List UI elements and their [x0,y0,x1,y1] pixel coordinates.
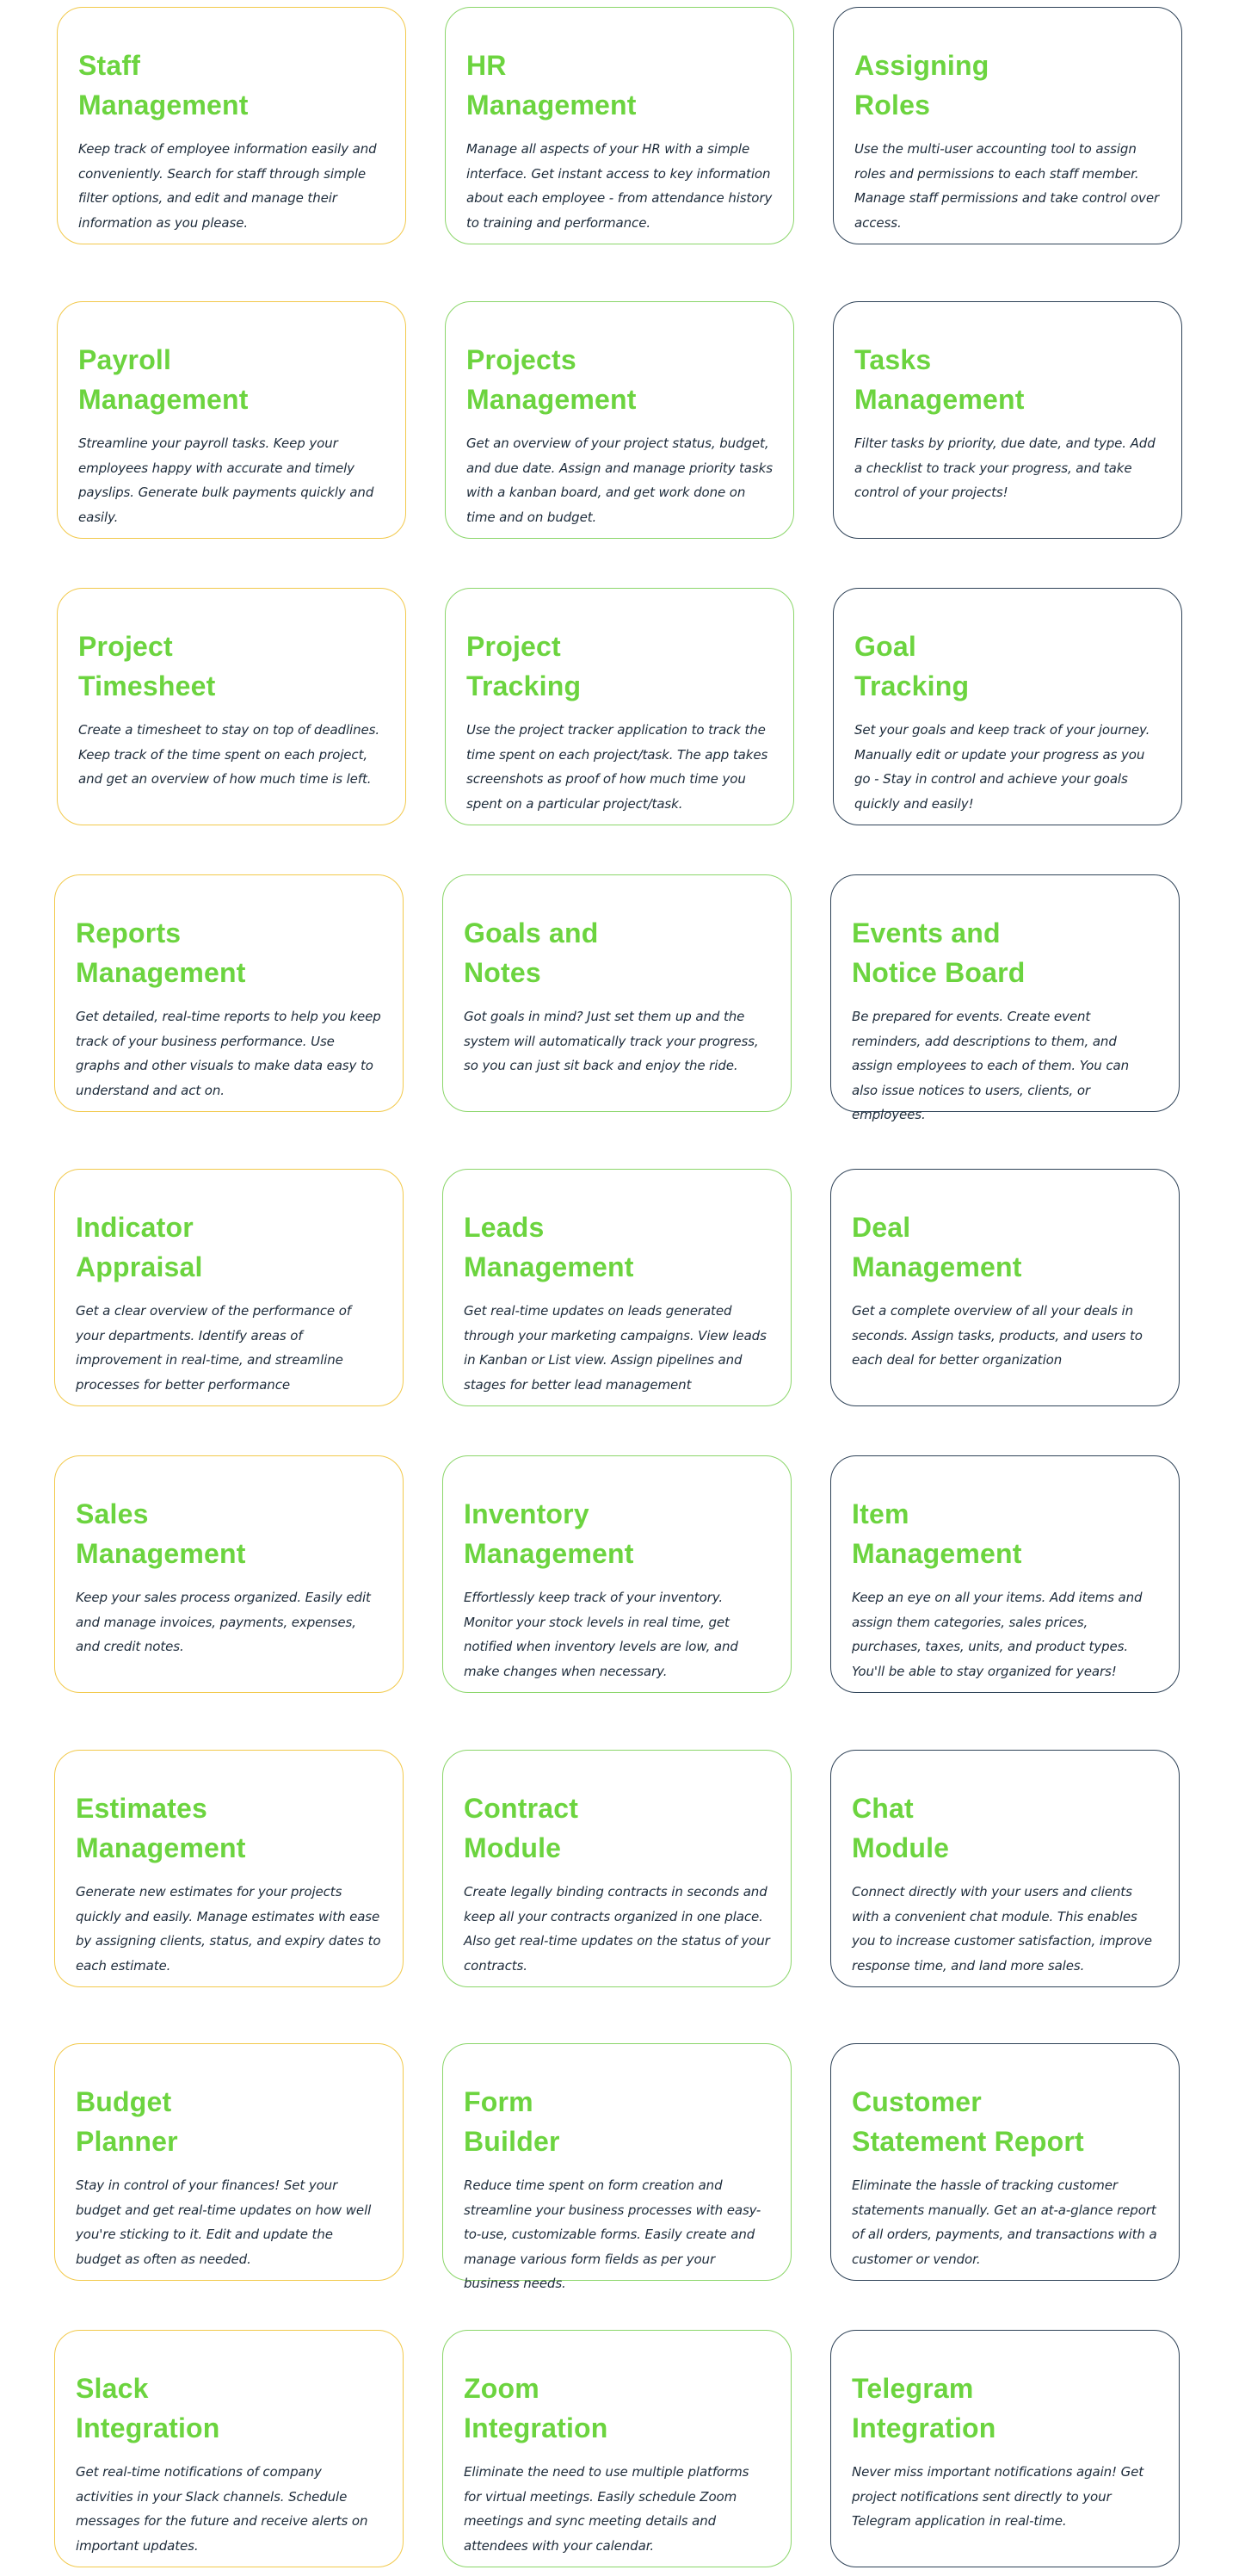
card-title: Goal Tracking [854,631,970,701]
card-description: Get detailed, real-time reports to help you keep track of your business performance. Use graphs and other visuals to make data easy to understand and act on. [76,1009,381,1098]
feature-card-sales-management[interactable] [54,1455,404,1693]
feature-card-customer-statement-report[interactable] [830,2043,1180,2281]
feature-card-tasks-management[interactable] [833,301,1182,539]
feature-card-deal-management[interactable] [830,1169,1180,1406]
card-title: Inventory Management [464,1498,634,1569]
card-description: Generate new estimates for your projects quickly and easily. Manage estimates with ease by assigning clients, status, and expiry dates to each estimate. [76,1884,381,1974]
card-description: Use the multi-user accounting tool to assign roles and permissions to each staff member. Manage staff permissions and take control over access. [854,141,1160,231]
card-description: Keep an eye on all your items. Add items and assign them categories, sales prices, purchases, taxes, units, and product types. You'll be able to stay organized for years! [852,1590,1143,1679]
card-title: Events and Notice Board [852,917,1026,988]
card-description: Get an overview of your project status, budget, and due date. Assign and manage priority tasks with a kanban board, and get work done on time and on budget. [466,436,773,525]
feature-card-project-timesheet[interactable] [57,588,406,825]
card-title: Leads Management [464,1212,634,1282]
card-title: Tasks Management [854,344,1025,415]
card-title: Budget Planner [76,2086,178,2157]
card-title: Project Timesheet [78,631,216,701]
feature-card-goals-and-notes[interactable] [442,874,792,1112]
card-title: Form Builder [464,2086,560,2157]
feature-card-item-management[interactable] [830,1455,1180,1693]
card-title: Indicator Appraisal [76,1212,203,1282]
card-description: Use the project tracker application to track the time spent on each project/task. The app takes screenshots as proof of how much time you spent on a particular project/task. [466,722,768,812]
feature-card-project-tracking[interactable] [445,588,794,825]
card-title: Slack Integration [76,2373,220,2443]
feature-card-payroll-management[interactable] [57,301,406,539]
card-description: Get real-time updates on leads generated through your marketing campaigns. View leads in Kanban or List view. Assign pipelines and stages for better lead management [464,1303,767,1393]
card-description: Keep track of employee information easily and conveniently. Search for staff through simple filter options, and edit and manage their information as you please. [78,141,377,231]
feature-card-staff-management[interactable] [57,7,406,244]
feature-card-hr-management[interactable] [445,7,794,244]
card-title: HR Management [466,50,637,120]
card-description: Get real-time notifications of company activities in your Slack channels. Schedule messages for the future and receive alerts on important updates. [76,2464,368,2554]
card-description: Create legally binding contracts in seconds and keep all your contracts organized in one place. Also get real-time updates on the status of your contracts. [464,1884,770,1974]
card-description: Get a clear overview of the performance of your departments. Identify areas of improvement in real-time, and streamline processes for better performance [76,1303,351,1393]
card-description: Create a timesheet to stay on top of deadlines. Keep track of the time spent on each project, and get an overview of how much time is left. [78,722,380,787]
feature-card-indicator-appraisal[interactable] [54,1169,404,1406]
feature-card-events-notice-board[interactable] [830,874,1180,1122]
card-title: Reports Management [76,917,246,988]
card-title: Goals and Notes [464,917,599,988]
card-description: Connect directly with your users and clients with a convenient chat module. This enables you to increase customer satisfaction, improve response time, and land more sales. [852,1884,1152,1974]
feature-card-goal-tracking[interactable] [833,588,1182,825]
card-description: Got goals in mind? Just set them up and the system will automatically track your progress, so you can just sit back and enjoy the ride. [464,1009,759,1073]
card-title: Chat Module [852,1793,950,1863]
card-title: Projects Management [466,344,637,415]
card-title: Estimates Management [76,1793,246,1863]
card-title: Item Management [852,1498,1022,1569]
feature-card-inventory-management[interactable] [442,1455,792,1693]
card-description: Stay in control of your finances! Set your budget and get real-time updates on how well you're sticking to it. Edit and update the budget as often as needed. [76,2178,372,2267]
feature-card-contract-module[interactable] [442,1750,792,1987]
feature-card-budget-planner[interactable] [54,2043,404,2281]
card-description: Streamline your payroll tasks. Keep your employees happy with accurate and timely payslips. Generate bulk payments quickly and easily. [78,436,374,525]
card-description: Eliminate the hassle of tracking customer statements manually. Get an at-a-glance report of all orders, payments, and transactions with a customer or vendor. [852,2178,1157,2267]
feature-card-zoom-integration[interactable] [442,2330,792,2567]
card-description: Manage all aspects of your HR with a simple interface. Get instant access to key information about each employee - from attendance history to training and performance. [466,141,773,231]
card-title: Payroll Management [78,344,249,415]
card-description: Keep your sales process organized. Easily edit and manage invoices, payments, expenses, and credit notes. [76,1590,371,1654]
card-title: Deal Management [852,1212,1022,1282]
card-description: Get a complete overview of all your deals in seconds. Assign tasks, products, and users to each deal for better organization [852,1303,1143,1368]
feature-card-estimates-management[interactable] [54,1750,404,1987]
card-title: Contract Module [464,1793,579,1863]
card-description: Set your goals and keep track of your journey. Manually edit or update your progress as you go - Stay in control and achieve your goals quickly and easily! [854,722,1150,812]
feature-card-chat-module[interactable] [830,1750,1180,1987]
card-description: Effortlessly keep track of your inventory. Monitor your stock levels in real time, get notified when inventory levels are low, and make changes when necessary. [464,1590,738,1679]
card-description: Reduce time spent on form creation and streamline your business processes with easy-to-use, customizable forms. Easily create and manage various form fields as per your business needs. [464,2178,761,2291]
feature-card-telegram-integration[interactable] [830,2330,1180,2567]
feature-card-leads-management[interactable] [442,1169,792,1406]
feature-card-reports-management[interactable] [54,874,404,1112]
card-title: Project Tracking [466,631,582,701]
feature-card-projects-management[interactable] [445,301,794,539]
card-title: Assigning Roles [854,50,989,120]
card-description: Never miss important notifications again! Get project notifications sent directly to your Telegram application in real-time. [852,2464,1144,2529]
card-description: Be prepared for events. Create event reminders, add descriptions to them, and assign employees to each of them. You can also issue notices to users, clients, or employees. [852,1009,1129,1122]
feature-card-assigning-roles[interactable] [833,7,1182,244]
card-title: Zoom Integration [464,2373,608,2443]
card-title: Staff Management [78,50,249,120]
card-title: Sales Management [76,1498,246,1569]
card-description: Eliminate the need to use multiple platforms for virtual meetings. Easily schedule Zoom meetings and sync meeting details and attendees with your calendar. [464,2464,749,2554]
card-title: Telegram Integration [852,2373,996,2443]
feature-card-slack-integration[interactable] [54,2330,404,2567]
card-description: Filter tasks by priority, due date, and type. Add a checklist to track your progress, and take control of your projects! [854,436,1156,500]
feature-card-form-builder[interactable] [442,2043,792,2291]
card-title: Customer Statement Report [852,2086,1084,2157]
